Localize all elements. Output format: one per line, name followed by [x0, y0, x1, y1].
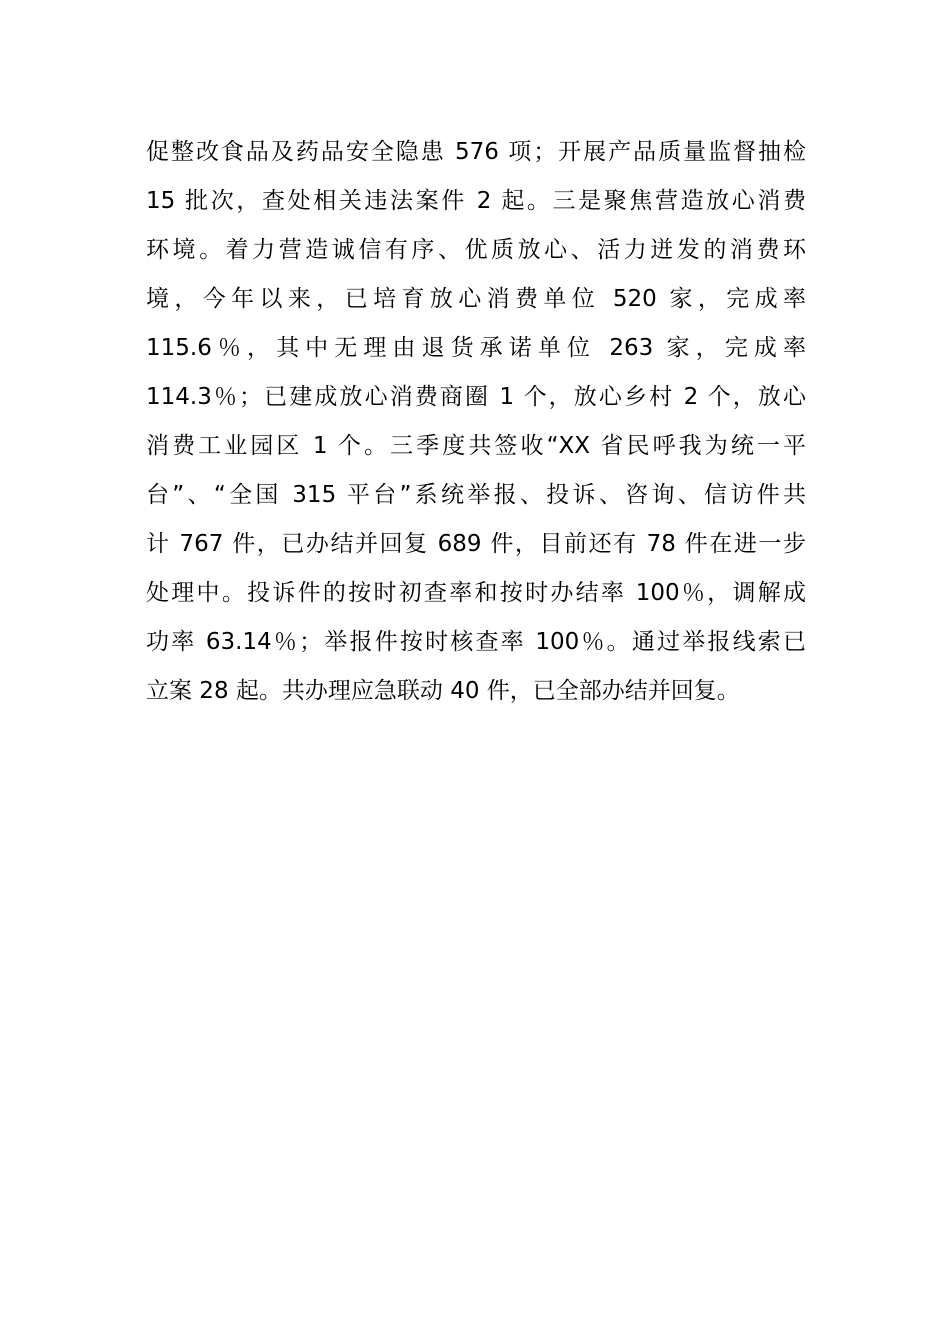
- paragraph-line-4: 境，今年以来，已培育放心消费单位 520 家，完成率: [146, 286, 806, 312]
- paragraph-line-5: 115.6％，其中无理由退货承诺单位 263 家，完成率: [146, 335, 806, 361]
- paragraph-line-10: 处理中。投诉件的按时初查率和按时办结率 100％，调解成: [146, 580, 806, 606]
- paragraph-line-2: 15 批次，查处相关违法案件 2 起。三是聚焦营造放心消费: [146, 188, 806, 214]
- paragraph-line-11: 功率 63.14％；举报件按时核查率 100％。通过举报线索已: [146, 629, 806, 655]
- paragraph-line-12: 立案 28 起。共办理应急联动 40 件，已全部办结并回复。: [146, 678, 740, 704]
- paragraph-line-3: 环境。着力营造诚信有序、优质放心、活力迸发的消费环: [146, 237, 806, 263]
- body-paragraph: [146, 128, 806, 716]
- paragraph-line-7: 消费工业园区 1 个。三季度共签收“XX 省民呼我为统一平: [146, 433, 806, 459]
- paragraph-line-1: 促整改食品及药品安全隐患 576 项；开展产品质量监督抽检: [146, 139, 806, 165]
- paragraph-line-6: 114.3％；已建成放心消费商圈 1 个，放心乡村 2 个，放心: [146, 384, 806, 410]
- paragraph-line-8: 台”、“全国 315 平台”系统举报、投诉、咨询、信访件共: [146, 482, 806, 508]
- paragraph-line-9: 计 767 件，已办结并回复 689 件，目前还有 78 件在进一步: [146, 531, 806, 557]
